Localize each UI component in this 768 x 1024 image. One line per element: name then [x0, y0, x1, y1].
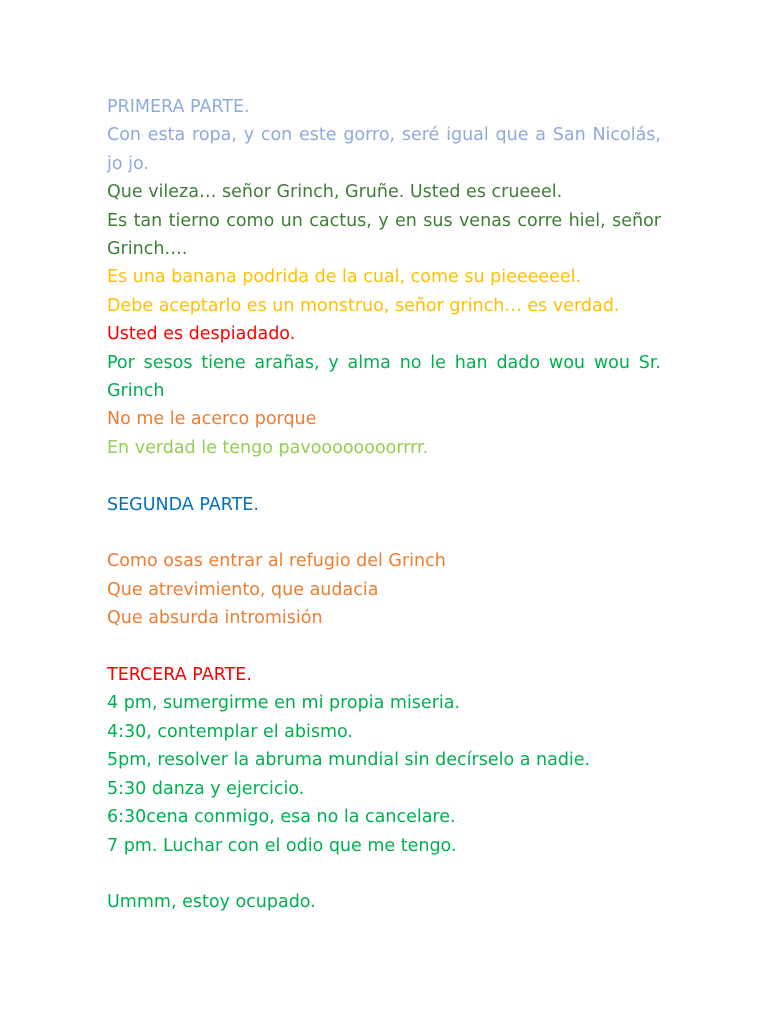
schedule-line: 4:30, contemplar el abismo. [107, 721, 353, 742]
section-heading-tercera: TERCERA PARTE. [107, 665, 252, 686]
text-line: En verdad le tengo pavoooooooorrrr. [107, 437, 429, 458]
blank-line [107, 633, 661, 661]
text-line: Que atrevimiento, que audacia [107, 579, 379, 600]
schedule-line: 7 pm. Luchar con el odio que me tengo. [107, 835, 457, 856]
text-line: No me le acerco porque [107, 409, 317, 430]
closing-line: Ummm, estoy ocupado. [107, 892, 316, 913]
document-page [107, 93, 661, 917]
blank-line [107, 519, 661, 547]
text-line: Que vileza… señor Grinch, Gruñe. Usted es crueeel. [107, 182, 563, 203]
schedule-line: 6:30cena conmigo, esa no la cancelare. [107, 807, 456, 828]
text-line: Que absurda intromisión [107, 608, 323, 629]
text-line: Es tan tierno como un cactus, y en sus venas corre hiel, señor Grinch…. [107, 210, 661, 260]
schedule-line: 4 pm, sumergirme en mi propia miseria. [107, 693, 461, 714]
text-line: Es una banana podrida de la cual, come su pieeeeeel. [107, 267, 582, 288]
blank-line [107, 860, 661, 888]
text-line: Con esta ropa, y con este gorro, seré igual que a San Nicolás, jo jo. [107, 125, 661, 174]
text-line: Debe aceptarlo es un monstruo, señor grinch… es verdad. [107, 295, 620, 316]
section-heading-primera: PRIMERA PARTE. [107, 97, 250, 117]
section-heading-segunda: SEGUNDA PARTE. [107, 494, 259, 515]
schedule-line: 5pm, resolver la abruma mundial sin decírselo a nadie. [107, 750, 591, 771]
schedule-line: 5:30 danza y ejercicio. [107, 778, 305, 799]
text-line: Usted es despiadado. [107, 324, 296, 345]
blank-line [107, 462, 661, 490]
text-line: Por sesos tiene arañas, y alma no le han dado wou wou Sr. Grinch [107, 352, 661, 402]
text-line: Como osas entrar al refugio del Grinch [107, 551, 446, 572]
